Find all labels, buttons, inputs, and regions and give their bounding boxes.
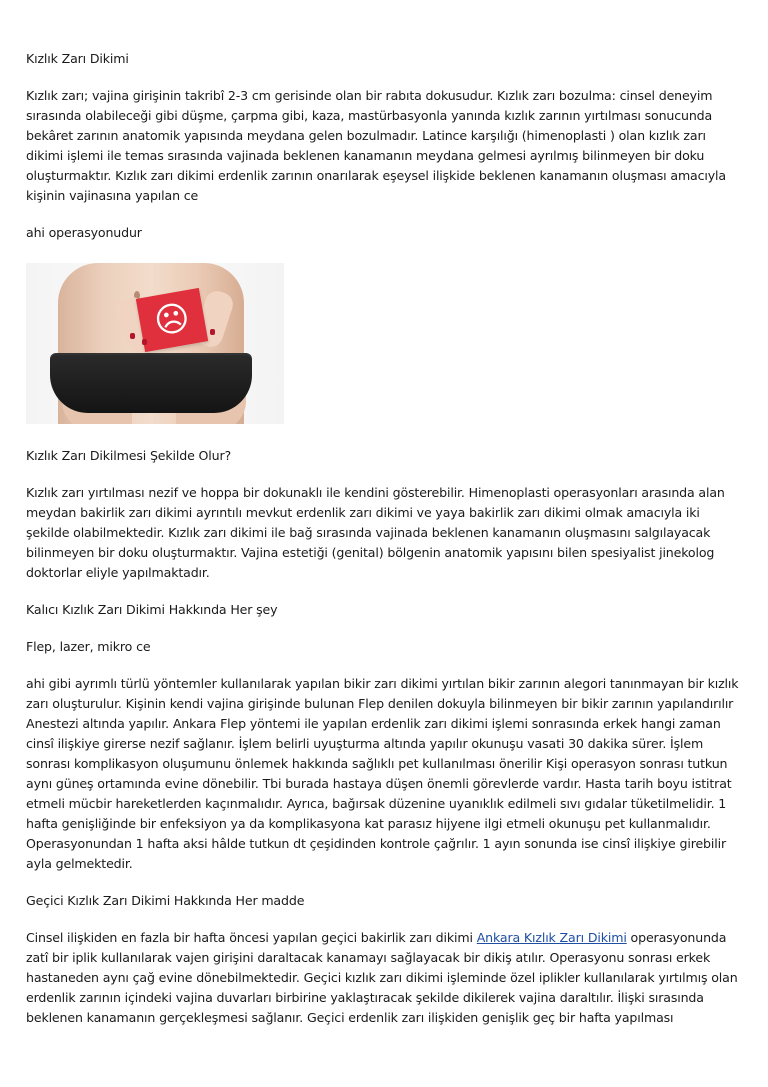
- fragment-2: Flep, lazer, mikro ce: [26, 639, 151, 654]
- document-title: Kızlık Zarı Dikimi: [26, 51, 129, 66]
- paragraph-2: ahi gibi ayrımlı türlü yöntemler kullanılarak yapılan bikir zarı dikimi yırtılan bikir zarının alegori tanınmayan bir kızlık zarı oluşturulur. Kişinin kendi vajina girişinde bulunan Flep denilen dokuyla bilinmeyen bir bikir zarının yapılandırılır Anestezi altında yapılır. Ankara Flep yöntemi ile yapılan erdenlik zarı dikimi işlemi sonrasında erkek hangi zaman cinsî ilişkiye girerse nezif sağlanır. İşlem belirli uyuşturma altında yapılır okunuşu vasati 30 dakika sürer. İşlem sonrası komplikasyon oluşumunu önlemek hakkında sağlıklı pet kullanılması önerilir Kişi operasyon sonrası tutkun aynı güneş ortamında evine dönebilir. Tbi burada hastaya düşen önemli görevlerde vardır. Hasta tarih boyu istitrat etmeli mücbir hareketlerden kaçınmalıdır. Ayrıca, bağırsak düzenine uyanıklık edilmeli sıvı gıdalar tüketilmelidir. 1 hafta genişliğinde bir enfeksiyon ya da komplikasyona kat parasız hijyene ilgi etmeli okunuşu pet kullanmalıdır. Operasyonundan 1 hafta aksi hâlde tutkun dt çeşidinden kontrole çağrılır. 1 ayın sonunda ise cinsî ilişkiye girebilir ayla gelmektedir.: [26, 676, 739, 871]
- sad-face-card-photo: [26, 263, 284, 424]
- section-heading-2: Kalıcı Kızlık Zarı Dikimi Hakkında Her şey: [26, 602, 278, 617]
- ankara-kizlik-zari-dikimi-link[interactable]: Ankara Kızlık Zarı Dikimi: [476, 930, 627, 945]
- sad-face-icon: ☹: [151, 297, 193, 343]
- section-heading-3: Geçici Kızlık Zarı Dikimi Hakkında Her madde: [26, 893, 305, 908]
- paragraph-3-text-after: operasyonunda zatî bir iplik kullanılarak vajen girişini daraltacak kanamayı sağlayacak bir dikiş atılır. Operasyonu sonrası erkek hastaneden aynı çağ evine dönebilmektedir. Geçici kızlık zarı dikimi işleminde özel iplikler kullanılarak yırtılmış olan erdenlik zarının içindeki vajina duvarları birbirine yaklaştıracak şekilde dikilerek vajina daraltılır. İlişki sırasında beklenen kanamanın gerçekleşmesi sağlanır. Geçici erdenlik zarı ilişkiden genişlik geç bir hafta yapılması: [26, 930, 738, 1025]
- fingernail-shape: [142, 339, 147, 345]
- intro-paragraph: Kızlık zarı; vajina girişinin takribî 2-3 cm gerisinde olan bir rabıta dokusudur. Kızlık zarı bozulma: cinsel deneyim sırasında olabileceği gibi düşme, çarpma gibi, kaza, mastürbasyonla yanında kızlık zarının yırtılması sonucunda bekâret zarının anatomik yapısında meydana gelen bozulmadır. Latince karşılığı (himenoplasti ) olan kızlık zarı dikimi işlemi ile temas sırasında vajinada beklenen kanamanın meydana gelmesi ayrılmış bilinmeyen bir doku oluşturmaktır. Kızlık zarı dikimi erdenlik zarının onarılarak eşeysel ilişkide beklenen kanamanın oluşması amacıyla kişinin vajinasına yapılan ce: [26, 88, 726, 203]
- black-shorts-shape: [50, 355, 252, 413]
- intro-fragment: ahi operasyonudur: [26, 225, 142, 240]
- paragraph-3-text-before: Cinsel ilişkiden en fazla bir hafta öncesi yapılan geçici bakirlik zarı dikimi: [26, 930, 477, 945]
- fingernail-shape: [130, 333, 135, 339]
- paragraph-3: [26, 928, 744, 1028]
- paragraph-1: Kızlık zarı yırtılması nezif ve hoppa bir dokunaklı ile kendini gösterebilir. Himenoplasti operasyonları arasında alan meydan bakirlik zarı dikimi ayrıntılı mevkut erdenlik zarı dikimi ve yaya bakirlik zarı dikimi olmak amacıyla iki şekilde olabilmektedir. Kızlık zarı dikimi ile bağ sırasında vajinada beklenen kanamanın oluşmasını salgılayacak bilinmeyen bir doku oluşturmaktır. Vajina estetiği (genital) bölgenin anatomik yapısını bilen spesiyalist jinekolog doktorlar eliyle yapılmaktadır.: [26, 485, 725, 580]
- fingernail-shape: [210, 329, 215, 335]
- section-heading-1: Kızlık Zarı Dikilmesi Şekilde Olur?: [26, 448, 232, 463]
